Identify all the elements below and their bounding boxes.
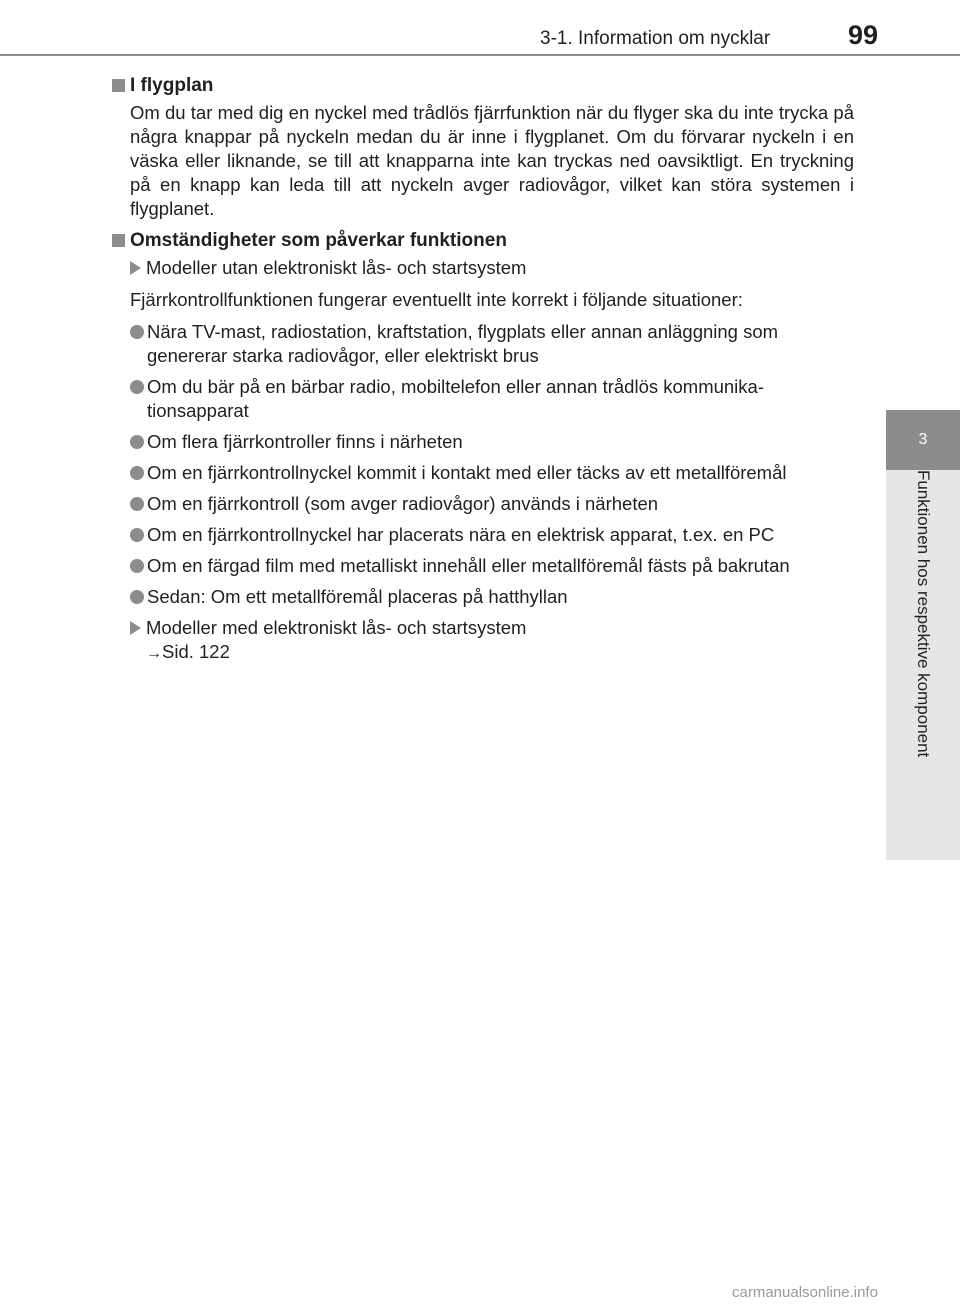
circle-bullet-icon <box>130 528 144 542</box>
page-header <box>0 0 960 56</box>
list-item <box>130 320 854 368</box>
list-item-text: Om en fjärrkontroll (som avger radiovågor) används i närheten <box>147 493 659 514</box>
list-item <box>130 523 854 547</box>
list-item-text: Om en färgad film med metalliskt innehåll eller metallföremål fästs på bakrutan <box>147 555 790 576</box>
subheading-text: Modeller utan elektroniskt lås- och startsystem <box>146 257 527 278</box>
chapter-tab-label: Funktionen hos respektive komponent <box>914 470 933 758</box>
subheading-with-smart-key <box>130 616 854 666</box>
page-number: 99 <box>848 20 879 50</box>
page-reference[interactable] <box>146 640 854 666</box>
subheading-without-smart-key <box>130 256 854 280</box>
list-item-text: Om du bär på en bärbar radio, mobiltelefon eller annan trådlös kommunika-tionsapparat <box>147 376 764 421</box>
chapter-tab-number: 3 <box>918 431 928 448</box>
subheading-text: Modeller med elektroniskt lås- och startsystem <box>146 617 527 638</box>
list-item-text: Om en fjärrkontrollnyckel kommit i kontakt med eller täcks av ett metallföremål <box>147 462 787 483</box>
circle-bullet-icon <box>130 590 144 604</box>
circle-bullet-icon <box>130 380 144 394</box>
section-heading-text: I flygplan <box>130 75 214 96</box>
circle-bullet-icon <box>130 435 144 449</box>
list-item-text: Sedan: Om ett metallföremål placeras på hatthyllan <box>147 586 568 607</box>
list-item-text: Om flera fjärrkontroller finns i närheten <box>147 431 463 452</box>
circle-bullet-icon <box>130 497 144 511</box>
list-item <box>130 375 854 423</box>
circle-bullet-icon <box>130 325 144 339</box>
header-divider <box>0 54 960 56</box>
list-item <box>130 461 854 485</box>
section-heading-flygplan <box>110 74 854 98</box>
triangle-bullet-icon <box>130 261 141 275</box>
list-item <box>130 585 854 609</box>
chapter-tab <box>886 410 960 470</box>
circle-bullet-icon <box>130 466 144 480</box>
list-item <box>130 554 854 578</box>
paragraph-intro: Fjärrkontrollfunktionen fungerar eventuellt inte korrekt i följande situationer: <box>130 289 743 310</box>
list-item <box>130 430 854 454</box>
circle-bullet-icon <box>130 559 144 573</box>
list-item <box>130 492 854 516</box>
arrow-right-icon: → <box>146 645 162 662</box>
page-reference-text: Sid. 122 <box>162 641 230 662</box>
triangle-bullet-icon <box>130 621 141 635</box>
list-item-text: Nära TV-mast, radiostation, kraftstation, flygplats eller annan anläggning som genererar starka radiovågor, eller elektriskt brus <box>147 321 779 366</box>
chapter-title: 3-1. Information om nycklar <box>540 28 771 49</box>
square-bullet-icon <box>112 234 125 247</box>
paragraph-flygplan: Om du tar med dig en nyckel med trådlös fjärrfunktion när du flyger ska du inte trycka på några knappar på nyckeln medan du är inne i flygplanet. Om du förvarar nyckeln i en väska eller liknande, se till att knapparna inte kan tryckas ned oavsiktligt. En tryckning på en knapp kan leda till att nyckeln avger radiovågor, vilket kan störa systemen i flygplanet. <box>130 102 854 219</box>
square-bullet-icon <box>112 79 125 92</box>
list-item-text: Om en fjärrkontrollnyckel har placerats nära en elektrisk apparat, t.ex. en PC <box>147 524 775 545</box>
section-heading-text: Omständigheter som påverkar funktionen <box>130 230 507 251</box>
page-content <box>110 74 854 674</box>
footer-watermark: carmanualsonline.info <box>732 1284 878 1301</box>
section-heading-omstandigheter <box>110 229 854 253</box>
